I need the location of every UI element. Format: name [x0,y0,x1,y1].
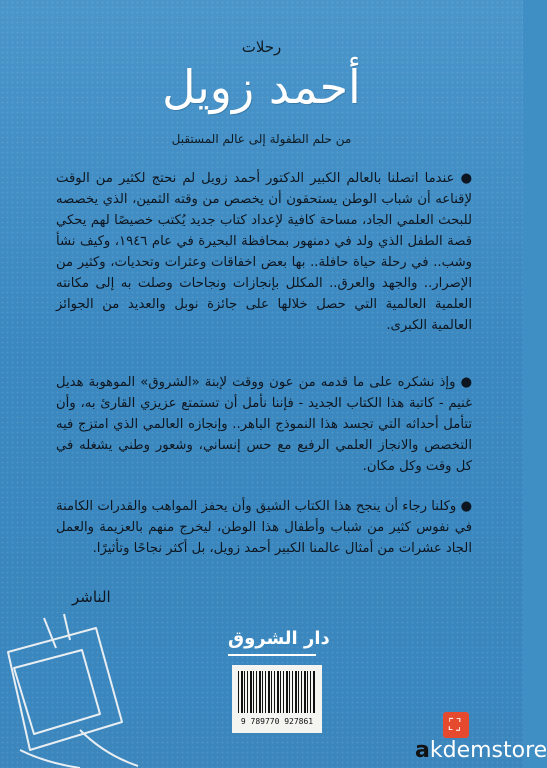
store-bag-icon: ⛶ [443,712,469,738]
store-watermark[interactable] [415,738,547,763]
isbn-barcode [232,665,322,733]
barcode-bars [238,671,316,713]
book-subtitle: من حلم الطفولة إلى عالم المستقبل [171,132,352,146]
blurb-paragraph-1: ● عندما اتصلنا بالعالم الكبير الدكتور أحمد زويل لم نحتج لكثير من الوقت لإقناعه أن شباب الوطن يستحقون أن يخصص من وقته الثمين، الذي يخصصه للبحث العلمي الجاد، مساحة كافية لإعداد كتاب جديد يُكتب خصيصًا لهم يحكي قصة الطفل الذي ولد في دمنهور بمحافظة البحيرة في عام ١٩٤٦، وكيف نشأ وشب.. في رحلة حياة حافلة.. بها بعض اخفاقات وعثرات وتحديات، وكثير من الإصرار.. والجهد والعرق.. المكلل بإنجازات ونجاحات وصلت به إلى مكانته العلمية العالمية التي حصل خلالها على جائزة نوبل والعديد من الجوائز العالمية الكبرى. [56,171,472,333]
publisher-signature: الناشر [72,588,111,606]
series-label: رحلات [241,38,282,56]
book-title: أحمد زويل [162,60,361,114]
barcode-number: 9 789770 927861 [240,717,314,726]
blurb-paragraph-3: ● وكلنا رجاء أن ينجح هذا الكتاب الشيق وأن يحفز المواهب والقدرات الكامنة في نفوس كثير من شباب وأطفال هذا الوطن، ليخرج منهم بالعزيمة والعمل الجاد عشرات من أمثال عالمنا الكبير أحمد زويل، بل أكثر نجاحًا وتأثيرًا. [56,499,472,556]
publisher-underline [228,654,316,656]
chalk-sketch-illustration [0,610,140,768]
store-prefix: a [415,738,430,763]
blurb-paragraph-2: ● وإذ نشكره على ما قدمه من عون ووقت لإبنة «الشروق» الموهوبة هديل غنيم - كاتبة هذا الكتاب الجديد - فإننا نأمل أن تستمتع عزيزي القارئ به، وأن تتأمل أحداثه التي تجسد هذا النموذج الباهر.. وإنجازه العالمي الذي امتزج فيه التخصص والانجاز العلمي الرفيع مع حس إنساني، وشعور وطني يشغله في كل وقت وكل مكان. [56,375,472,474]
publisher-logo: دار الشروق [228,628,330,649]
store-name-text: kdemstore [429,738,547,763]
